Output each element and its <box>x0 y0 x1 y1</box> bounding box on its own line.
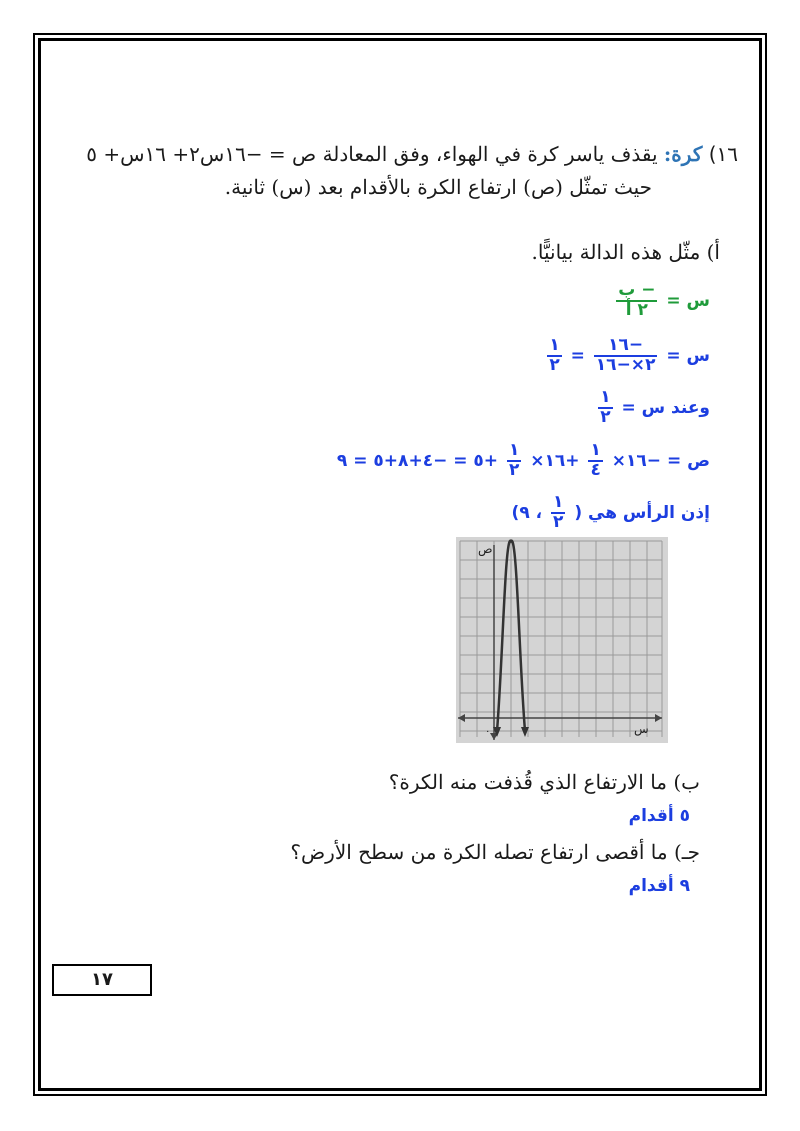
part-c-answer: ٩ أقدام <box>628 876 690 896</box>
vertex-denominator: ٢ <box>553 511 564 532</box>
step4-fraction-1 <box>588 442 602 480</box>
vertex-result <box>512 494 710 532</box>
part-a-label: أ) مثّل هذه الدالة بيانيًّا. <box>531 240 720 264</box>
step4-f1-numerator: ١ <box>590 440 601 460</box>
step3-numerator: ١ <box>600 387 611 407</box>
question-topic: كرة: <box>663 142 703 166</box>
vertex-end: ، ٩) <box>511 502 543 523</box>
step2-result-denominator: ٢ <box>549 354 560 375</box>
formula-numerator: − ب <box>618 280 656 300</box>
step3-fraction <box>598 389 612 427</box>
part-b-answer: ٥ أقدام <box>628 806 690 826</box>
part-c-label: جـ) ما أقصى ارتفاع تصله الكرة من سطح الأرض؟ <box>290 840 700 864</box>
step4-middle: +١٦× <box>530 450 580 471</box>
step2-lhs: س = <box>666 345 710 366</box>
formula-lhs: س = <box>666 290 710 311</box>
step4-lhs: ص = −١٦× <box>611 450 710 471</box>
page-number: ١٧ <box>52 964 152 996</box>
origin-label: ٠ <box>485 726 491 737</box>
vertex-fraction <box>551 494 565 532</box>
x-axis-label: س <box>634 722 649 736</box>
question-number: ١٦) <box>708 142 738 166</box>
question-text-1: يقذف ياسر كرة في الهواء، وفق المعادلة ص = −١٦س٢+ ١٦س+ ٥ <box>86 142 658 166</box>
formula-fraction <box>616 282 657 320</box>
step2-result-numerator: ١ <box>549 335 560 355</box>
question-line-2: حيث تمثّل (ص) ارتفاع الكرة بالأقدام بعد (س) ثانية. <box>224 175 652 199</box>
parabola-graph <box>456 537 668 743</box>
vertex-formula <box>613 282 710 320</box>
step2-result <box>547 337 561 375</box>
vertex-numerator: ١ <box>553 492 564 512</box>
step2-equals: = <box>570 345 585 366</box>
step4-fraction-2 <box>507 442 521 480</box>
step4-rest: +٥ = −٤+٨+٥ = ٩ <box>336 450 499 471</box>
question-line-1 <box>86 142 738 166</box>
step-3 <box>595 389 710 427</box>
step-4 <box>337 442 710 480</box>
vertex-text: إذن الرأس هي ( <box>574 502 710 523</box>
step3-denominator: ٢ <box>600 406 611 427</box>
step4-f2-denominator: ٢ <box>508 459 520 480</box>
step4-f1-denominator: ٤ <box>590 459 601 480</box>
step2-denominator: ٢×−١٦ <box>595 354 656 375</box>
step-2 <box>544 337 710 375</box>
step2-numerator: −١٦ <box>594 337 658 357</box>
step4-f2-numerator: ١ <box>508 440 520 460</box>
y-axis-label: ص <box>478 542 493 556</box>
step2-fraction <box>594 337 658 375</box>
step3-text: وعند س = <box>621 397 710 418</box>
part-b-label: ب) ما الارتفاع الذي قُذفت منه الكرة؟ <box>388 770 700 794</box>
formula-denominator: ٢ أ <box>625 299 648 320</box>
